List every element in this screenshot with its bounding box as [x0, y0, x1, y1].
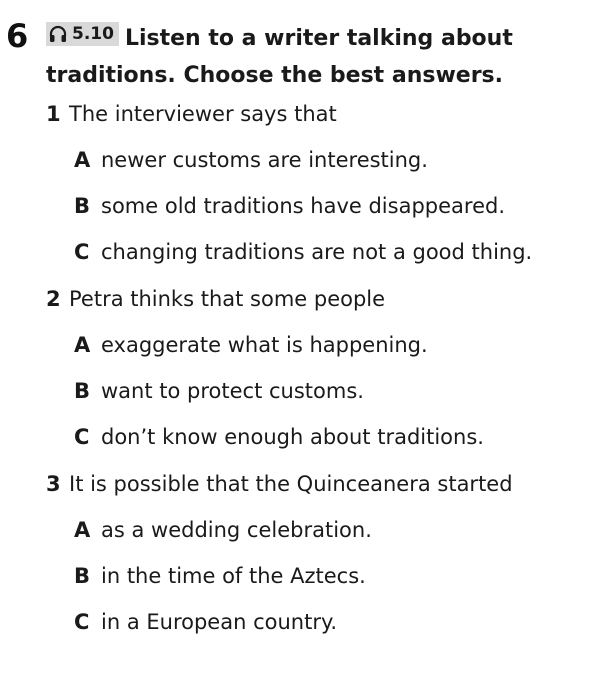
answer-option-2a[interactable] — [74, 331, 428, 359]
answer-option-3c[interactable] — [74, 608, 337, 636]
question-number: 3 — [46, 472, 61, 496]
answer-option-2b[interactable] — [74, 377, 364, 405]
option-text: changing traditions are not a good thing. — [101, 240, 533, 264]
option-text: in the time of the Aztecs. — [101, 564, 366, 588]
answer-option-1b[interactable] — [74, 192, 505, 220]
answer-option-2c[interactable] — [74, 423, 484, 451]
question-text: It is possible that the Quinceanera started — [69, 472, 513, 496]
question-text: The interviewer says that — [69, 102, 337, 126]
question-text: Petra thinks that some people — [69, 287, 386, 311]
option-letter: C — [74, 610, 90, 634]
option-text: don’t know enough about traditions. — [101, 425, 484, 449]
answer-option-1a[interactable] — [74, 146, 428, 174]
answer-option-3a[interactable] — [74, 516, 372, 544]
option-letter: B — [74, 379, 91, 403]
option-letter: A — [74, 148, 91, 172]
option-text: want to protect customs. — [101, 379, 364, 403]
option-text: in a European country. — [101, 610, 338, 634]
option-letter: A — [74, 518, 91, 542]
option-letter: C — [74, 425, 90, 449]
answer-option-3b[interactable] — [74, 562, 366, 590]
instruction-text: Listen to a writer talking about traditions. Choose the best answers. — [46, 26, 513, 88]
exercise-number: 6 — [6, 17, 29, 55]
option-text: newer customs are interesting. — [101, 148, 428, 172]
question-stem — [46, 285, 385, 313]
option-letter: A — [74, 333, 91, 357]
option-letter: B — [74, 564, 91, 588]
question-stem — [46, 100, 337, 128]
question-number: 1 — [46, 102, 61, 126]
audio-track-badge[interactable] — [46, 22, 119, 46]
option-text: as a wedding celebration. — [101, 518, 372, 542]
answer-option-1c[interactable] — [74, 238, 532, 266]
track-number: 5.10 — [72, 24, 114, 44]
option-letter: B — [74, 194, 91, 218]
headphones-icon — [48, 24, 68, 44]
question-number: 2 — [46, 287, 61, 311]
exercise-instruction — [46, 20, 596, 94]
option-letter: C — [74, 240, 90, 264]
option-text: some old traditions have disappeared. — [101, 194, 505, 218]
option-text: exaggerate what is happening. — [101, 333, 428, 357]
question-stem — [46, 470, 513, 498]
